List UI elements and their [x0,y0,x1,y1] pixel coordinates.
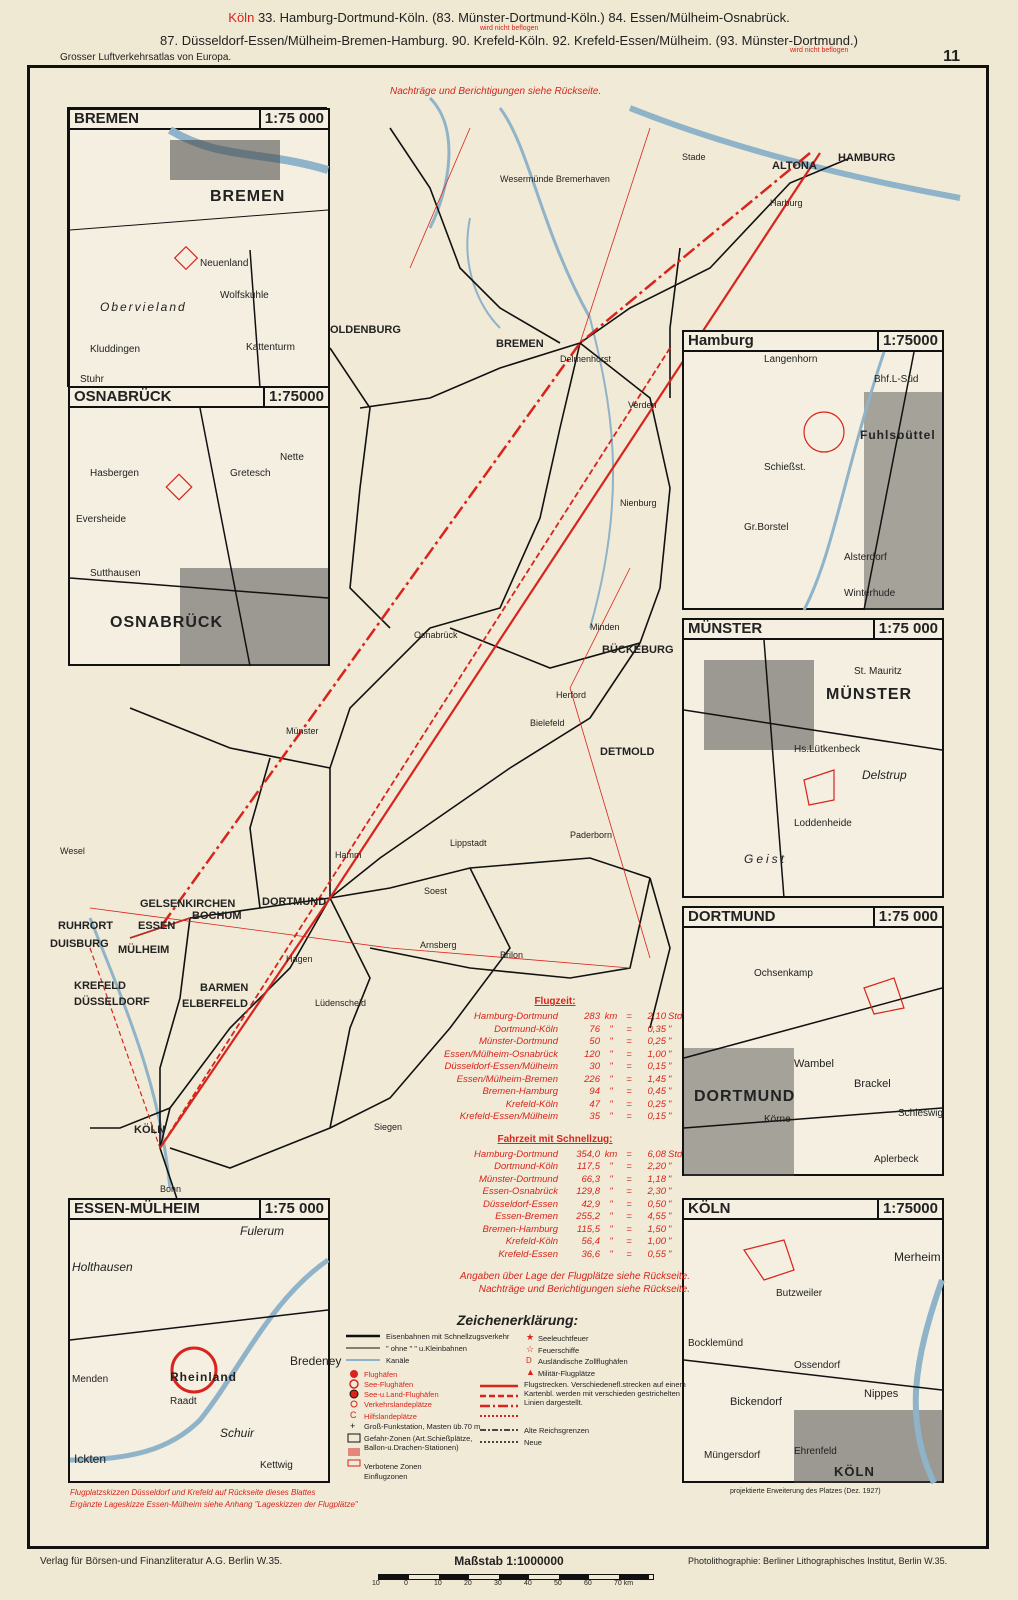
town-hagen: Hagen [286,954,313,964]
scale-tick-7: 60 [584,1580,592,1587]
town-koeln: KÖLN [134,1124,166,1136]
inset-koeln-label-3: Ossendorf [794,1360,841,1371]
time-table [420,990,690,1295]
scale-tick-1: 0 [404,1580,408,1587]
inset-osnabrueck-label-0: Hasbergen [90,468,139,479]
town-dortmund: DORTMUND [262,896,327,908]
inset-koeln-label-5: Bickendorf [730,1396,782,1408]
inset-dortmund-label-1: Wambel [794,1058,834,1070]
inset-dortmund-name: DORTMUND [684,908,875,926]
svg-text:D: D [526,1356,532,1365]
fahrzeit-row: Krefeld-Köln 56,4 " = 1,00 " [505,1236,672,1247]
legend-left-10: Verbotene Zonen [364,1462,422,1471]
town-oldenburg: OLDENBURG [330,324,401,336]
town-detmold: DETMOLD [600,746,655,758]
inset-bremen-label-5: Wolfskuhle [220,290,269,301]
page-number: 11 [943,48,960,65]
inset-koeln-label-2: Bocklemünd [688,1338,744,1349]
inset-bremen-scale: 1:75 000 [264,110,324,127]
town-harburg: Harburg [770,198,803,208]
fahrzeit-row: Hamburg-Dortmund 354,0 km = 6,08 Std [474,1148,683,1160]
inset-bremen-label-3: Stuhr [80,374,104,385]
flugzeit-row: Krefeld-Essen/Mülheim 35 " = 0,15 " [459,1111,672,1122]
inset-dortmund-label-5: Schleswig [898,1108,944,1119]
legend-right-1: Feuerschiffe [538,1346,580,1355]
inset-dortmund-body [684,928,942,1174]
inset-osnabrueck-name: OSNABRÜCK [70,388,265,406]
inset-koeln-label-1: Butzweiler [776,1288,823,1299]
fahrzeit-row: Düsseldorf-Essen 42,9 " = 0,50 " [483,1198,672,1210]
inset-muenster [682,618,944,898]
inset-essen-body [70,1220,342,1481]
legend-right-2: Ausländische Zollflughäfen [538,1357,628,1366]
inset-dortmund-label-4: Aplerbeck [874,1154,919,1165]
inset-osnabrueck-label-2: Nette [280,452,304,463]
legend-left-5: See-u.Land-Flughäfen [364,1390,439,1399]
town-herford: Herford [556,690,587,700]
inset-muenster-name: MÜNSTER [684,620,875,638]
svg-text:C: C [350,1410,357,1420]
town-altona: ALTONA [772,160,817,172]
inset-hamburg-body [684,352,942,608]
town-gelsenkirchen: GELSENKIRCHEN [140,898,236,910]
header-line-2: 87. Düsseldorf-Essen/Mülheim-Bremen-Hamburg. 90. Krefeld-Köln. 92. Krefeld-Essen/Mülheim. (93. Münster-Dortmund.) [160,33,858,48]
inset-muenster-title [684,620,942,640]
inset-bremen-label-0: Neuenland [200,258,249,269]
flugzeit-row: Düsseldorf-Essen/Mülheim 30 " = 0,15 " [444,1061,672,1072]
scale-tick-6: 50 [554,1580,562,1587]
header-line1-prefix: Köln [228,10,255,25]
fahrzeit-row: Dortmund-Köln 117,5 " = 2,20 " [494,1161,672,1172]
inset-hamburg-label-4: Winterhude [844,588,896,599]
town-brilon: Brilon [500,950,524,960]
legend-title: Zeichenerklärung: [456,1312,579,1328]
header-line1-note: wird nicht beflogen [480,25,539,32]
svg-text:★: ★ [526,1332,535,1342]
legend-right-3: Militär-Flugplätze [538,1369,596,1378]
flugzeit-row: Essen/Mülheim-Osnabrück 120 " = 1,00 " [443,1048,672,1060]
inset-koeln-title [684,1200,942,1220]
inset-koeln [682,1198,944,1483]
inset-bremen-label-1: Obervieland [100,300,187,314]
inset-hamburg-title [684,332,942,352]
fahrzeit-row: Essen-Bremen 255,2 " = 4,55 " [495,1211,672,1222]
inset-dortmund-label-2: Brackel [854,1078,891,1090]
fahrzeit-row: Krefeld-Essen 36,6 " = 0,55 " [498,1248,672,1260]
inset-essen-label-4: Bredeney [290,1354,342,1368]
inset-osnabrueck-label-4: Sutthausen [90,568,141,579]
inset-essen-label-0: Fulerum [240,1224,285,1238]
legend-left-7: Hilfslandeplätze [364,1412,417,1421]
legend-left-4: See-Flughäfen [364,1380,414,1389]
town-osnabrueck: Osnabrück [414,630,458,640]
inset-koeln-name: KÖLN [684,1200,879,1218]
inset-muenster-body [684,640,942,896]
town-duesseldorf: DÜSSELDORF [74,996,150,1008]
svg-text:☆: ☆ [526,1344,535,1354]
scale-tick-2: 10 [434,1580,442,1587]
flugzeit-row: Dortmund-Köln 76 " = 0,35 " [494,1023,672,1035]
svg-text:+: + [350,1421,356,1431]
town-bueckeburg: BÜCKEBURG [602,644,674,656]
inset-hamburg-label-1: Bhf.L-Süd [874,374,919,385]
fahrzeit-row: Essen-Osnabrück 129,8 " = 2,30 " [482,1186,672,1197]
inset-osnabrueck-body [70,408,328,664]
legend-left-2: Kanäle [386,1356,410,1365]
town-duisburg: DUISBURG [50,938,109,950]
airport-sketch-note: Flugplatzskizzen Düsseldorf und Krefeld auf Rückseite dieses Blattes [70,1488,316,1497]
svg-text:▲: ▲ [526,1367,535,1377]
inset-muenster-label-0: St. Mauritz [854,666,902,677]
header-line-1 [0,10,1018,25]
flugzeit-row: Münster-Dortmund 50 " = 0,25 " [478,1036,672,1047]
inset-osnabrueck-title [70,388,328,408]
legend-left-3: Flughäfen [364,1370,398,1379]
inset-essen-label-5: Schuir [220,1426,255,1440]
town-paderborn: Paderborn [570,830,613,840]
fahrzeit-rows [420,1149,690,1262]
town-essen: ESSEN [138,920,176,932]
scale-title: Maßstab 1:1000000 [454,1554,564,1568]
koeln-note: projektierte Erweiterung des Platzes (Dez. 1927) [730,1488,881,1495]
inset-hamburg-label-3: Gr.Borstel [744,522,789,533]
flugzeit-row: Bremen-Hamburg 94 " = 0,45 " [482,1086,672,1097]
inset-muenster-label-1: Hs.Lütkenbeck [794,744,861,755]
inset-osnabrueck-scale: 1:75000 [268,388,324,405]
town-stade: Stade [682,152,706,162]
inset-osnabrueck-city: OSNABRÜCK [110,614,223,631]
legend-left-1: " ohne " " u.Kleinbahnen [386,1344,467,1353]
town-hamm: Hamm [335,850,362,860]
inset-essen-title [70,1200,328,1220]
town-verden: Verden [628,400,657,410]
inset-hamburg-city: Fuhlsbüttel [860,428,936,442]
inset-essen-name: ESSEN-MÜLHEIM [70,1200,261,1218]
legend-left-6: Verkehrslandeplätze [364,1400,432,1409]
legend-left-9: Gefahr-Zonen (Art.Schießplätze, Ballon-u.Drachen-Stationen) [364,1434,473,1452]
inset-hamburg-scale: 1:75000 [882,332,938,349]
inset-bremen-name: BREMEN [70,110,261,128]
inset-dortmund-label-0: Ochsenkamp [754,968,813,979]
inset-bremen-body [70,130,328,386]
scale-tick-0: 10 [372,1580,380,1587]
town-bochum: BOCHUM [192,910,242,922]
top-note: Nachträge und Berichtigungen siehe Rückseite. [390,86,602,97]
inset-dortmund-label-3: Körne [764,1114,791,1125]
inset-dortmund-scale: 1:75 000 [878,908,938,925]
inset-essen-city: Rheinland [170,1370,238,1384]
town-luedenscheid: Lüdenscheid [315,998,367,1008]
legend [340,1312,695,1522]
header-line2-note: wird nicht beflogen [790,47,849,54]
flugzeit-title: Flugzeit: [534,996,576,1007]
table-note-2: Nachträge und Berichtigungen siehe Rückseite. [478,1284,690,1295]
flugzeit-row: Krefeld-Köln 47 " = 0,25 " [505,1098,672,1110]
legend-right-4: Flugstrecken. Verschiedenefl.strecken auf einem Kartenbl. werden mit verschieden gestrichelten Linien dargestellt. [524,1380,686,1407]
inset-essen-muelheim [68,1198,342,1483]
legend-left-0: Eisenbahnen mit Schnellzugsverkehr [386,1332,510,1341]
inset-hamburg [682,330,944,610]
printer: Photolithographie: Berliner Lithographisches Institut, Berlin W.35. [688,1556,948,1566]
town-barmen: BARMEN [200,982,249,994]
inset-hamburg-label-5: Schießst. [764,462,806,473]
inset-koeln-label-4: Nippes [864,1388,899,1400]
legend-right-0: Seeleuchtfeuer [538,1334,589,1343]
inset-osnabrueck-label-1: Gretesch [230,468,271,479]
scale-bar [378,1574,654,1580]
inset-dortmund-title [684,908,942,928]
inset-muenster-label-4: Geist [744,852,788,866]
inset-osnabrueck [68,386,330,666]
inset-hamburg-label-0: Langenhorn [764,354,818,365]
town-bonn: Bonn [160,1184,182,1194]
town-bremen: BREMEN [496,338,544,350]
town-ruhrort: RUHRORT [58,920,113,932]
inset-koeln-scale: 1:75000 [882,1200,938,1217]
inset-bremen-title [70,110,328,130]
inset-dortmund [682,906,944,1176]
legend-left-11: Einflugzonen [364,1472,408,1481]
legend-right-6: Neue [524,1438,542,1447]
flugzeit-row: Hamburg-Dortmund 283 km = 2,10 Std [474,1011,683,1022]
inset-essen-label-3: Raadt [170,1396,197,1407]
fahrzeit-row: Bremen-Hamburg 115,5 " = 1,50 " [482,1223,672,1235]
town-siegen: Siegen [374,1122,403,1132]
inset-koeln-city: KÖLN [834,1464,875,1479]
fahrzeit-row: Münster-Dortmund 66,3 " = 1,18 " [478,1173,672,1185]
town-elberfeld: ELBERFELD [182,998,248,1010]
inset-muenster-label-2: Delstrup [862,768,907,782]
inset-bremen-label-2: Kluddingen [90,344,141,355]
inset-osnabrueck-label-3: Eversheide [76,514,127,525]
town-bielefeld: Bielefeld [530,718,565,728]
fahrzeit-title: Fahrzeit mit Schnellzug: [497,1133,613,1145]
scale-tick-8: 70 km [614,1580,634,1587]
flugzeit-row: Essen/Mülheim-Bremen 226 " = 1,45 " [456,1073,672,1085]
town-lippstadt: Lippstadt [450,838,487,848]
inset-koeln-label-0: Merheim [894,1250,941,1264]
town-wesel: Wesel [60,846,85,856]
inset-bremen-label-4: Kattenturm [246,342,295,353]
inset-hamburg-label-2: Alsterdorf [844,552,887,563]
publisher: Verlag für Börsen-und Finanzliteratur A.G. Berlin W.35. [40,1556,283,1567]
inset-bremen-city: BREMEN [210,188,286,205]
town-muelheim: MÜLHEIM [118,944,170,956]
scale-tick-5: 40 [524,1580,532,1587]
inset-essen-label-2: Menden [72,1374,109,1385]
inset-koeln-label-6: Ehrenfeld [794,1446,837,1457]
inset-essen-scale: 1:75 000 [264,1200,324,1217]
inset-hamburg-name: Hamburg [684,332,879,350]
town-hamburg: HAMBURG [838,152,896,164]
flugzeit-rows [420,1011,690,1124]
inset-muenster-city: MÜNSTER [826,686,913,703]
legend-left-8: Groß-Funkstation, Masten üb.70 m [364,1422,481,1431]
town-arnsberg: Arnsberg [420,940,457,950]
inset-koeln-label-7: Müngersdorf [704,1450,761,1461]
town-krefeld: KREFELD [74,980,126,992]
inset-essen-label-7: Kettwig [260,1460,293,1471]
inset-essen-label-6: Ickten [74,1452,107,1466]
town-nienburg: Nienburg [620,498,657,508]
airport-sketch-note-2: Ergänzte Lageskizze Essen-Mülheim siehe Anhang "Lageskizzen der Flugplätze" [70,1500,358,1509]
inset-muenster-label-3: Loddenheide [794,818,852,829]
inset-dortmund-city: DORTMUND [694,1088,796,1105]
scale-tick-4: 30 [494,1580,502,1587]
inset-bremen [68,108,330,388]
inset-essen-label-1: Holthausen [72,1260,133,1274]
inset-koeln-body [684,1220,942,1481]
town-delmenhorst: Delmenhorst [560,354,612,364]
atlas-title: Grosser Luftverkehrsatlas von Europa. [60,52,232,63]
town-soest: Soest [424,886,448,896]
inset-muenster-scale: 1:75 000 [878,620,938,637]
table-note-1: Angaben über Lage der Flugplätze siehe Rückseite. [459,1271,690,1282]
town-muenster: Münster [286,726,319,736]
map-frame [27,65,989,1549]
legend-right-5: Alte Reichsgrenzen [524,1426,590,1435]
scale-tick-3: 20 [464,1580,472,1587]
header-line1-text: 33. Hamburg-Dortmund-Köln. (83. Münster-Dortmund-Köln.) 84. Essen/Mülheim-Osnabrück. [257,10,790,25]
town-wesermuende: Wesermünde Bremerhaven [500,174,610,184]
town-minden: Minden [590,622,620,632]
